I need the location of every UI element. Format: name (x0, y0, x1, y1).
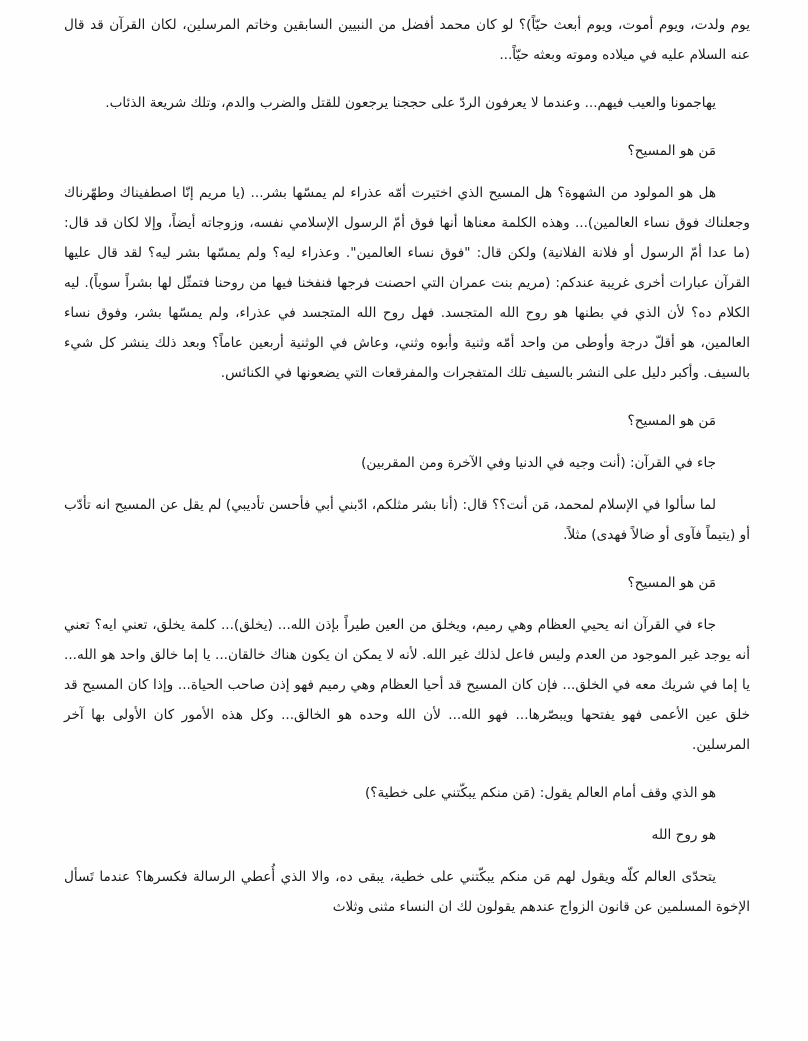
paragraph-who-are-you: لما سألوا في الإسلام لمحمد، مَن أنت؟؟ قال: (أنا بشر مثلكم، ادّبني أبي فأحسن تأديبي) لم يقل عن المسيح انه تأدّب أو (يتيماً فآوى أو ضالاً فهدى) مثلاً. (64, 497, 750, 543)
paragraph-quran-quote: جاء في القرآن: (أنت وجيه في الدنيا وفي الآخرة ومن المقربين) (361, 455, 716, 471)
paragraph-attackers: يهاجمونا والعيب فيهم... وعندما لا يعرفون الردّ على حججنا يرجعون للقتل والضرب والدم، وتلك شريعة الذئاب. (105, 95, 716, 111)
question-heading: مَن هو المسيح؟ (627, 413, 716, 429)
paragraph-virgin-birth: هل هو المولود من الشهوة؟ هل المسيح الذي اختيرت أمّه عذراء لم يمسّها بشر... (يا مريم إنّا اصطفيناك وطهّرناك وجعلناك فوق نساء العالمين)... وهذه الكلمة معناها أنها فوق أمّ الرسول الإسلامي نفسه، وزوجاته أيضاً، وإلا لكان قد قال: (ما عدا أمّ الرسول أو فلانة الفلانية) ولكن قال: "فوق نساء العالمين". وعذراء ليه؟ ولم يمسّها بشر ليه؟ لقد قال عليها القرآن عبارات أخرى غريبة عندكم: (مريم بنت عمران التي احصنت فرجها فنفخنا فيها من روحنا فتمثّل لها بشراً سوياً). ليه الكلام ده؟ لأن الذي في بطنها هو روح الله المتجسد. فهل روح الله المتجسد في عذراء، ولم يمسّها بشر، وفوق نساء العالمين، هو أقلّ درجة وأوطى من واحد أمّه وثنية وأبوه وثني، وعاش في الوثنية أربعين عاماً؟ وبعد ذلك ينشر كل شيء بالسيف. وأكبر دليل على النشر بالسيف تلك المتفجرات والمفرقعات التي يضعونها في الكنائس. (64, 185, 750, 381)
paragraph-spirit-of-god: هو روح الله (651, 827, 716, 843)
question-heading: مَن هو المسيح؟ (627, 143, 716, 159)
paragraph-creator: جاء في القرآن انه يحيي العظام وهي رميم، ويخلق من العين طيراً بإذن الله... (يخلق)... كلمة يخلق، تعني ايه؟ تعني أنه يوجد غير الموجود من العدم وليس فاعل لذلك غير الله. لأنه لا يمكن ان يكون هناك خالقان... يا إما خالق واحد هو الله... يا إما في شريك معه في الخلق... فإن كان المسيح قد أحيا العظام وهي رميم فهو إذن صاحب الحياة... وإذا كان المسيح قد خلق عين الأعمى فهو يفتحها ويبصّرها... فهو الله... لأن الله وحده هو الخالق... وكل هذه الأمور كان الأولى بها آخر المرسلين. (64, 617, 750, 753)
paragraph-challenge-quote: هو الذي وقف أمام العالم يقول: (مَن منكم يبكّتني على خطية؟) (365, 785, 716, 801)
document-body (64, 10, 750, 940)
paragraph-challenge-world: يتحدّى العالم كلّه ويقول لهم مَن منكم يبكّتني على خطية، يبقى ده، والا الذي أُعطي الرسالة فكسرها؟ عندما تَسأل الإخوة المسلمين عن قانون الزواج عندهم يقولون لك ان النساء مثنى وثلاث (64, 869, 750, 915)
question-heading: مَن هو المسيح؟ (627, 575, 716, 591)
paragraph-continuation: يوم ولدت، ويوم أموت، ويوم أبعث حيّاً)؟ لو كان محمد أفضل من النبيين السابقين وخاتم المرسلين، لكان القرآن قد قال عنه السلام عليه في ميلاده وموته وبعثه حيّاً... (64, 17, 750, 63)
